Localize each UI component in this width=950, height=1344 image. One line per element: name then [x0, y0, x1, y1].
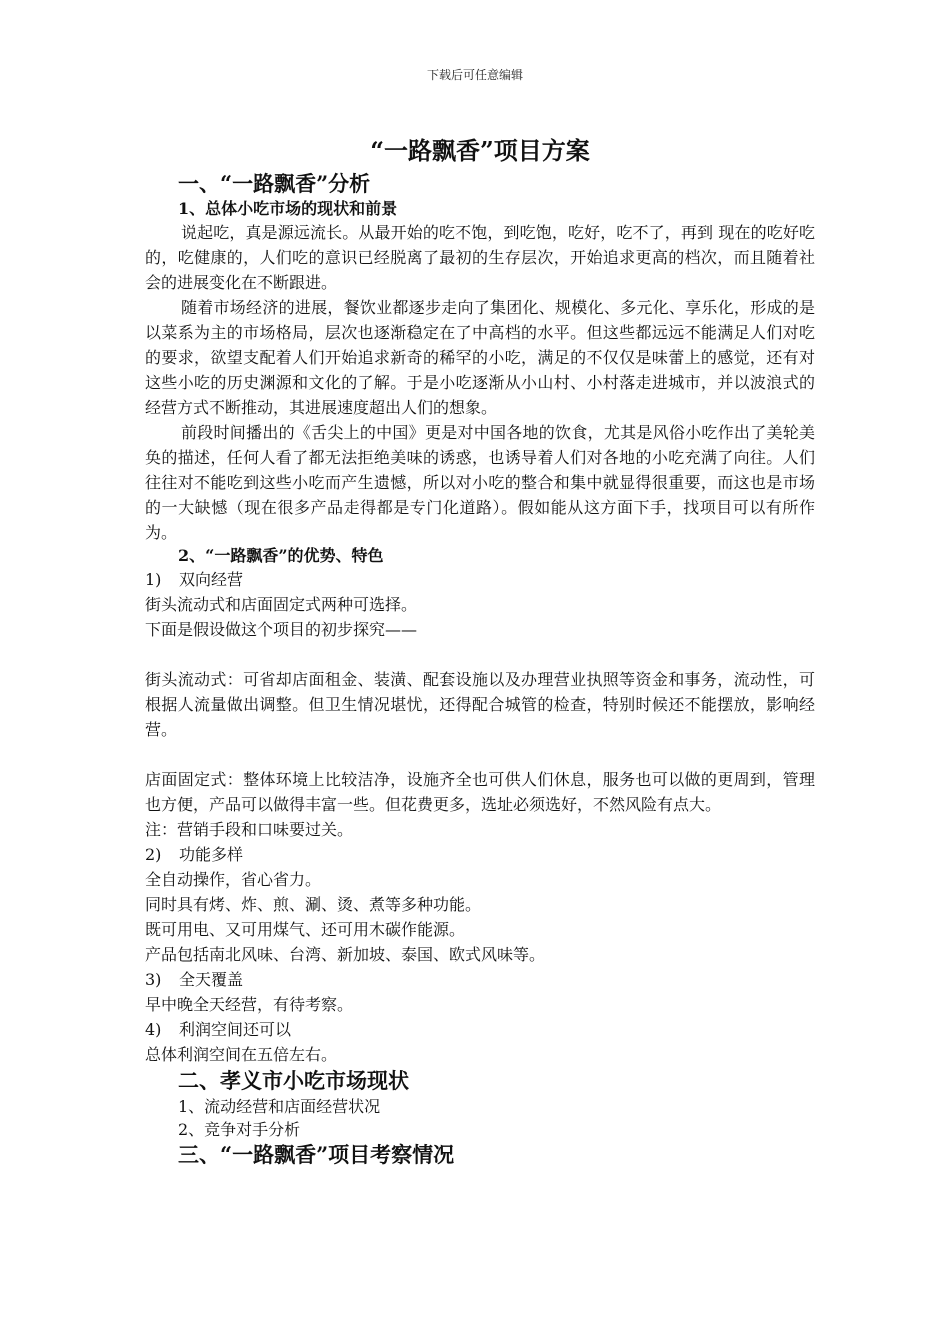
- paragraph-1: 说起吃，真是源远流长。从最开始的吃不饱，到吃饱，吃好，吃不了，再到 现在的吃好吃的，吃健康的，人们吃的意识已经脱离了最初的生存层次，开始追求更高的档次，而且随着社会的进展变化在不断跟进。: [145, 223, 815, 292]
- text-line: 总体利润空间在五倍左右。: [145, 1045, 338, 1064]
- list-number: 2): [145, 845, 162, 864]
- section-2-item-2: 2、竞争对手分析: [178, 1120, 301, 1139]
- text-line: 早中晚全天经营，有待考察。: [145, 995, 354, 1014]
- list-item-4: [145, 1017, 815, 1042]
- section-1-subheading-2: 2、“一路飘香”的优势、特色: [178, 546, 384, 565]
- list-number: 1): [145, 570, 162, 589]
- section-1-subheading-1: 1、总体小吃市场的现状和前景: [178, 199, 398, 218]
- text-line: 产品包括南北风味、台湾、新加坡、泰国、欧式风味等。: [145, 945, 546, 964]
- section-1-heading: 一、“一路飘香”分析: [178, 171, 371, 196]
- text-line: 街头流动式和店面固定式两种可选择。: [145, 595, 418, 614]
- list-item-1: [145, 567, 815, 592]
- list-number: 4): [145, 1020, 162, 1039]
- blank-line: [145, 642, 815, 667]
- text-line: 下面是假设做这个项目的初步探究——: [145, 620, 418, 639]
- document-body: [145, 134, 815, 1169]
- text-line: 既可用电、又可用煤气、还可用木碳作能源。: [145, 920, 466, 939]
- section-2-item-1: 1、流动经营和店面经营状况: [178, 1097, 381, 1116]
- list-label: 利润空间还可以: [179, 1020, 292, 1039]
- document-title: “一路飘香”项目方案: [370, 136, 590, 165]
- section-2-heading: 二、孝义市小吃市场现状: [178, 1068, 409, 1093]
- list-label: 功能多样: [179, 845, 244, 864]
- store-mode-paragraph: 店面固定式：整体环境上比较洁净，设施齐全也可供人们休息，服务也可以做的更周到，管理也方便，产品可以做得丰富一些。但花费更多，选址必须选好，不然风险有点大。: [145, 770, 815, 814]
- text-line: 全自动操作，省心省力。: [145, 870, 322, 889]
- paragraph-3: 前段时间播出的《舌尖上的中国》更是对中国各地的饮食，尤其是风俗小吃作出了美轮美奂的描述，任何人看了都无法拒绝美味的诱惑，也诱导着人们对各地的小吃充满了向往。人们往往对不能吃到这些小吃而产生遗憾，所以对小吃的整合和集中就显得很重要，而这也是市场的一大缺憾（现在很多产品走得都是专门化道路）。假如能从这方面下手，找项目可以有所作为。: [145, 423, 815, 542]
- list-number: 3): [145, 970, 162, 989]
- paragraph-2: 随着市场经济的进展，餐饮业都逐步走向了集团化、规模化、多元化、享乐化，形成的是以菜系为主的市场格局，层次也逐渐稳定在了中高档的水平。但这些都远远不能满足人们对吃的要求，欲望支配着人们开始追求新奇的稀罕的小吃，满足的不仅仅是味蕾上的感觉，还有对这些小吃的历史渊源和文化的了解。于是小吃逐渐从小山村、小村落走进城市，并以波浪式的经营方式不断推动，其进展速度超出人们的想象。: [145, 298, 815, 417]
- list-item-3: [145, 967, 815, 992]
- section-3-heading: 三、“一路飘香”项目考察情况: [178, 1142, 455, 1167]
- blank-line: [145, 742, 815, 767]
- text-line: 同时具有烤、炸、煎、涮、烫、煮等多种功能。: [145, 895, 482, 914]
- list-label: 全天覆盖: [179, 970, 244, 989]
- note-line: 注：营销手段和口味要过关。: [145, 820, 354, 839]
- list-label: 双向经营: [179, 570, 244, 589]
- page-header: 下载后可任意编辑: [426, 68, 523, 82]
- list-item-2: [145, 842, 815, 867]
- street-mode-paragraph: 街头流动式：可省却店面租金、装潢、配套设施以及办理营业执照等资金和事务，流动性，可根据人流量做出调整。但卫生情况堪忧，还得配合城管的检查，特别时候还不能摆放，影响经营。: [145, 670, 815, 739]
